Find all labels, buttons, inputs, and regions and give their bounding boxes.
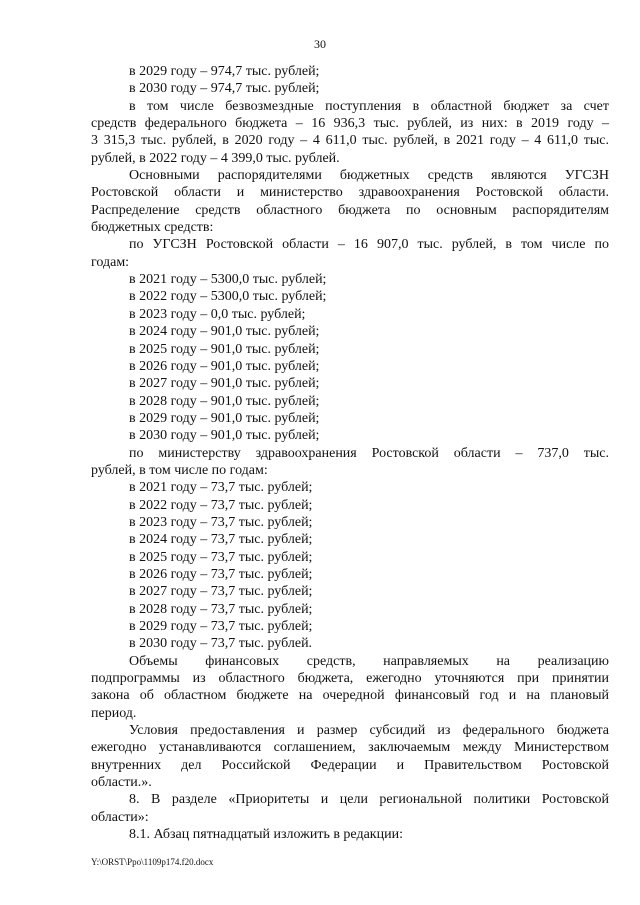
text-line: в том числе безвозмездные поступления в областной бюджет за счет bbox=[129, 98, 609, 114]
text-line: в 2029 году – 901,0 тыс. рублей; bbox=[129, 410, 320, 426]
text-line: Распределение средств областного бюджета по основным распорядителям bbox=[91, 202, 609, 218]
text-line: в 2021 году – 5300,0 тыс. рублей; bbox=[129, 272, 327, 288]
text-line: подпрограммы из областного бюджета, ежегодно уточняются при принятии bbox=[91, 671, 609, 687]
text-line: в 2022 году – 73,7 тыс. рублей; bbox=[129, 497, 313, 513]
text-line: в 2026 году – 73,7 тыс. рублей; bbox=[129, 566, 313, 582]
text-line: в 2021 году – 73,7 тыс. рублей; bbox=[129, 480, 313, 496]
text-line: ежегодно устанавливаются соглашением, заключаемым между Министерством bbox=[91, 740, 609, 756]
text-line: годам: bbox=[91, 254, 130, 270]
text-line: в 2029 году – 974,7 тыс. рублей; bbox=[129, 64, 320, 79]
text-line: в 2030 году – 901,0 тыс. рублей; bbox=[129, 428, 320, 444]
text-line: в 2029 году – 73,7 тыс. рублей; bbox=[129, 619, 313, 634]
text-line: в 2028 году – 73,7 тыс. рублей; bbox=[129, 601, 313, 617]
text-line: области»: bbox=[91, 809, 149, 825]
text-line: Объемы финансовых средств, направляемых на реализацию bbox=[129, 653, 609, 669]
text-line: в 2027 году – 73,7 тыс. рублей; bbox=[129, 584, 313, 600]
text-line: в 2030 году – 73,7 тыс. рублей. bbox=[129, 636, 313, 652]
text-line: Условия предоставления и размер субсидий из федерального бюджета bbox=[129, 723, 609, 739]
text-line: Основными распорядителями бюджетных средств являются УГСЗН bbox=[129, 168, 609, 184]
text-line: Ростовской области и министерство здравоохранения Ростовской области. bbox=[91, 185, 609, 201]
text-line: внутренних дел Российской Федерации и Правительством Ростовской bbox=[91, 757, 609, 773]
text-line: в 2027 году – 901,0 тыс. рублей; bbox=[129, 376, 320, 392]
document-body bbox=[91, 63, 609, 843]
text-line: по министерству здравоохранения Ростовской области – 737,0 тыс. bbox=[129, 445, 609, 461]
text-line: рублей, в 2022 году – 4 399,0 тыс. рублей. bbox=[91, 150, 340, 166]
text-line: в 2025 году – 73,7 тыс. рублей; bbox=[129, 549, 313, 565]
text-line: в 2030 году – 974,7 тыс. рублей; bbox=[129, 81, 320, 97]
text-line: в 2024 году – 901,0 тыс. рублей; bbox=[129, 324, 320, 340]
page-number: 30 bbox=[314, 37, 326, 51]
text-line: в 2028 году – 901,0 тыс. рублей; bbox=[129, 393, 320, 409]
text-line: 8. В разделе «Приоритеты и цели региональной политики Ростовской bbox=[129, 792, 609, 808]
text-line: 8.1. Абзац пятнадцатый изложить в редакции: bbox=[129, 827, 403, 843]
text-line: в 2026 году – 901,0 тыс. рублей; bbox=[129, 358, 320, 374]
text-line: рублей, в том числе по годам: bbox=[91, 462, 268, 478]
text-line: средств федерального бюджета – 16 936,3 тыс. рублей, из них: в 2019 году – bbox=[91, 116, 609, 132]
text-line: в 2022 году – 5300,0 тыс. рублей; bbox=[129, 289, 327, 305]
text-line: период. bbox=[91, 705, 137, 721]
text-line: в 2023 году – 0,0 тыс. рублей; bbox=[129, 306, 306, 322]
text-line: области.». bbox=[91, 775, 152, 791]
text-line: закона об областном бюджете на очередной финансовый год и на плановый bbox=[91, 688, 609, 704]
text-line: бюджетных средств: bbox=[91, 220, 214, 236]
footer-file-path: Y:\ORST\Ppo\1109p174.f20.docx bbox=[91, 857, 214, 867]
text-line: в 2024 году – 73,7 тыс. рублей; bbox=[129, 532, 313, 548]
text-line: в 2025 году – 901,0 тыс. рублей; bbox=[129, 341, 320, 357]
text-line: по УГСЗН Ростовской области – 16 907,0 тыс. рублей, в том числе по bbox=[129, 237, 609, 253]
text-line: в 2023 году – 73,7 тыс. рублей; bbox=[129, 514, 313, 530]
text-line: 3 315,3 тыс. рублей, в 2020 году – 4 611,0 тыс. рублей, в 2021 году – 4 611,0 тыс. bbox=[91, 133, 609, 149]
